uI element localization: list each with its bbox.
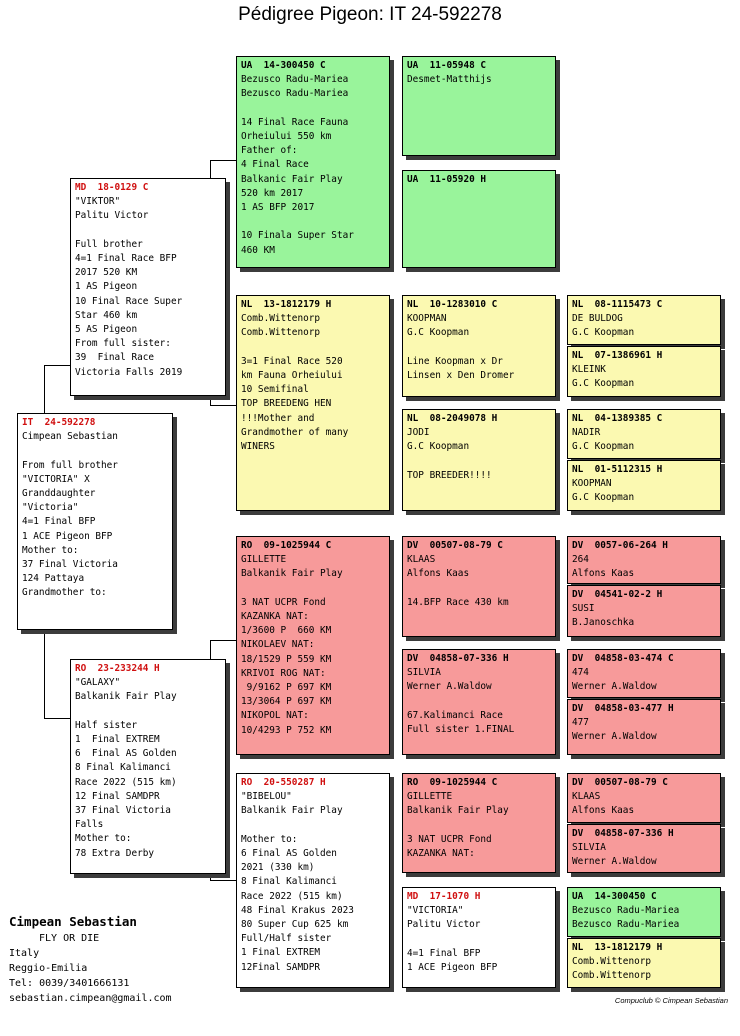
sire-dam-sire-dam-card[interactable] <box>567 346 721 397</box>
connector-line <box>44 628 45 718</box>
pigeon-info: DE BULDOG G.C Koopman <box>572 313 635 339</box>
pigeon-info: Comb.Wittenorp Comb.Wittenorp 3=1 Final Race 520 km Fauna Orheiului 10 Semifinal TOP BREEDENG HEN !!!Mother and Grandmother of many WINERS <box>241 313 349 453</box>
sire-dam-dam-dam-card[interactable] <box>567 460 721 511</box>
ring-number: RO 23-233244 H <box>75 663 160 674</box>
pigeon-info: Comb.Wittenorp Comb.Wittenorp <box>572 956 652 982</box>
ring-number: RO 20-550287 H <box>241 777 326 788</box>
sire-dam-dam-card[interactable] <box>402 409 556 511</box>
pigeon-info: Desmet-Matthijs <box>407 74 492 86</box>
pigeon-info: KLEINK G.C Koopman <box>572 364 635 390</box>
pigeon-info: "BIBELOU" Balkanik Fair Play Mother to: 6 Final AS Golden 2021 (330 km) 8 Final Kalimanci Race 2022 (515 km) 48 Final Krakus 2023 80 Super Cup 625 km Full/Half sister 1 Final EXTREM 12Final SAMDPR <box>241 791 354 973</box>
dam-dam-sire-dam-card[interactable] <box>567 824 721 873</box>
owner-phone: Tel: 0039/3401666131 <box>9 978 130 989</box>
dam-card[interactable] <box>70 659 226 874</box>
pigeon-info: "VICTORIA" Palitu Victor 4=1 Final BFP 1 ACE Pigeon BFP <box>407 905 498 974</box>
connector-line <box>44 365 70 366</box>
connector-line <box>210 405 236 406</box>
copyright-footer: Compuclub © Cimpean Sebastian <box>614 996 728 1005</box>
pigeon-info: "GALAXY" Balkanik Fair Play Half sister 1 Final EXTREM 6 Final AS Golden 8 Final Kalimanci Race 2022 (515 km) 12 Final SAMDPR 37 Final Victoria Falls Mother to: 78 Extra Derby <box>75 677 177 859</box>
ring-number: DV 00507-08-79 C <box>407 540 503 551</box>
pigeon-info: GILLETTE Balkanik Fair Play 3 NAT UCPR Fond KAZANKA NAT: <box>407 791 509 860</box>
owner-email[interactable]: sebastian.cimpean@gmail.com <box>9 993 172 1004</box>
dam-dam-sire-sire-card[interactable] <box>567 773 721 823</box>
dam-sire-sire-card[interactable] <box>402 536 556 637</box>
dam-dam-sire-card[interactable] <box>402 773 556 873</box>
ring-number: DV 04858-03-474 C <box>572 653 674 664</box>
pigeon-info: "VIKTOR" Palitu Victor Full brother 4=1 Final Race BFP 2017 520 KM 1 AS Pigeon 10 Final Race Super Star 460 km 5 AS Pigeon From full sister: 39 Final Race Victoria Falls 2019 <box>75 196 183 378</box>
ring-number: UA 14-300450 C <box>572 891 657 902</box>
sire-sire-dam-card[interactable] <box>402 170 556 268</box>
ring-number: MD 18-0129 C <box>75 182 149 193</box>
ring-number: UA 14-300450 C <box>241 60 326 71</box>
ring-number: NL 10-1283010 C <box>407 299 498 310</box>
ring-number: NL 08-1115473 C <box>572 299 663 310</box>
ring-number: DV 04541-02-2 H <box>572 589 663 600</box>
ring-number: NL 01-5112315 H <box>572 464 663 475</box>
ring-number: RO 09-1025944 C <box>241 540 332 551</box>
dam-sire-dam-sire-card[interactable] <box>567 649 721 698</box>
dam-sire-dam-dam-card[interactable] <box>567 699 721 755</box>
owner-city: Reggio-Emilia <box>9 963 88 974</box>
pigeon-info: Bezusco Radu-Mariea Bezusco Radu-Mariea <box>572 905 680 931</box>
pigeon-info: GILLETTE Balkanik Fair Play 3 NAT UCPR Fond KAZANKA NAT: 1/3600 P 660 KM NIKOLAEV NAT: 18/1529 P 559 KM KRIVOI ROG NAT: 9/9162 P 697 KM 13/3064 P 697 KM NIKOPOL NAT: 10/4293 P 752 KM <box>241 554 343 736</box>
ring-number: DV 04858-03-477 H <box>572 703 674 714</box>
pigeon-info: SUSI B.Janoschka <box>572 603 635 629</box>
ring-number: NL 08-2049078 H <box>407 413 498 424</box>
dam-dam-dam-card[interactable] <box>402 887 556 988</box>
pigeon-info: NADIR G.C Koopman <box>572 427 635 453</box>
ring-number: UA 11-05920 H <box>407 174 487 185</box>
dam-dam-card[interactable] <box>236 773 390 988</box>
dam-sire-card[interactable] <box>236 536 390 755</box>
ring-number: NL 07-1386961 H <box>572 350 663 361</box>
connector-line <box>44 365 45 415</box>
ring-number: RO 09-1025944 C <box>407 777 498 788</box>
pigeon-info: KLAAS Alfons Kaas <box>572 791 635 817</box>
ring-number: NL 13-1812179 H <box>572 942 663 953</box>
ring-number: DV 0057-06-264 H <box>572 540 668 551</box>
connector-line <box>210 880 236 881</box>
pigeon-info: 264 Alfons Kaas <box>572 554 635 580</box>
ring-number: UA 11-05948 C <box>407 60 487 71</box>
sire-card[interactable] <box>70 178 226 396</box>
page-title: Pédigree Pigeon: IT 24-592278 <box>238 4 502 25</box>
pigeon-info: KLAAS Alfons Kaas 14.BFP Race 430 km <box>407 554 509 608</box>
pigeon-info: 474 Werner A.Waldow <box>572 667 657 693</box>
connector-line <box>210 640 236 641</box>
ring-number: NL 13-1812179 H <box>241 299 332 310</box>
ring-number: DV 00507-08-79 C <box>572 777 668 788</box>
owner-info <box>9 913 172 1006</box>
ring-number: IT 24-592278 <box>22 417 96 428</box>
pigeon-info: SILVIA Werner A.Waldow <box>572 842 657 868</box>
pigeon-info: Bezusco Radu-Mariea Bezusco Radu-Mariea 14 Final Race Fauna Orheiului 550 km Father of: 4 Final Race Balkanic Fair Play 520 km 2017 1 AS BFP 2017 10 Finala Super Star 460 KM <box>241 74 354 256</box>
connector-line <box>210 160 236 161</box>
ring-number: MD 17-1070 H <box>407 891 481 902</box>
owner-motto: FLY OR DIE <box>39 933 100 944</box>
ring-number: NL 04-1389385 C <box>572 413 663 424</box>
sire-dam-dam-sire-card[interactable] <box>567 409 721 459</box>
pigeon-info: 477 Werner A.Waldow <box>572 717 657 743</box>
sire-sire-sire-card[interactable] <box>402 56 556 156</box>
dam-dam-dam-dam-card[interactable] <box>567 938 721 988</box>
dam-sire-sire-sire-card[interactable] <box>567 536 721 584</box>
ring-number: DV 04858-07-336 H <box>572 828 674 839</box>
dam-dam-dam-sire-card[interactable] <box>567 887 721 937</box>
pigeon-info: KOOPMAN G.C Koopman Line Koopman x Dr Linsen x Den Dromer <box>407 313 515 382</box>
pigeon-info: KOOPMAN G.C Koopman <box>572 478 635 504</box>
subject-pigeon-card[interactable] <box>17 413 173 630</box>
dam-sire-dam-card[interactable] <box>402 649 556 755</box>
sire-dam-sire-card[interactable] <box>402 295 556 397</box>
owner-name: Cimpean Sebastian <box>9 914 137 929</box>
owner-country: Italy <box>9 948 40 959</box>
sire-dam-sire-sire-card[interactable] <box>567 295 721 345</box>
dam-sire-sire-dam-card[interactable] <box>567 585 721 637</box>
sire-sire-card[interactable] <box>236 56 390 268</box>
sire-dam-card[interactable] <box>236 295 390 511</box>
ring-number: DV 04858-07-336 H <box>407 653 509 664</box>
pigeon-info: Cimpean Sebastian From full brother "VICTORIA" X Granddaughter "Victoria" 4=1 Final BFP 1 ACE Pigeon BFP Mother to: 37 Final Victoria 124 Pattaya Grandmother to: <box>22 431 118 599</box>
pigeon-info: JODI G.C Koopman TOP BREEDER!!!! <box>407 427 492 481</box>
pigeon-info: SILVIA Werner A.Waldow 67.Kalimanci Race Full sister 1.FINAL <box>407 667 515 736</box>
connector-line <box>44 718 70 719</box>
